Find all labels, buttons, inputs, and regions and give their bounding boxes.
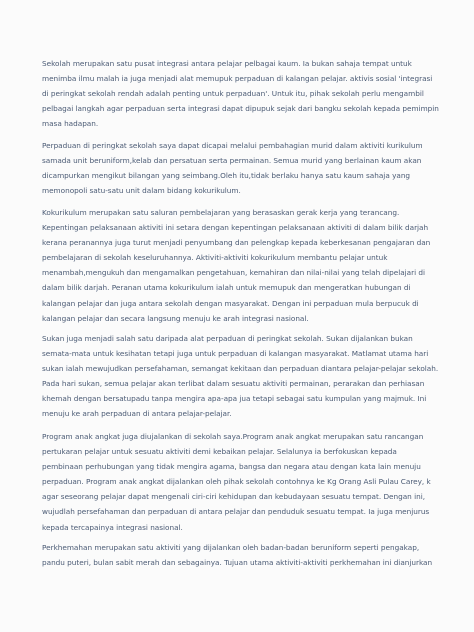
text-line: sukan ialah mewujudkan persefahaman, semangat kekitaan dan perpaduan diantara pelajar-pelajar sekolah. (42, 364, 439, 374)
text-line: di peringkat sekolah rendah adalah penting untuk perpaduan'. Untuk itu, pihak sekolah perlu mengambil (42, 89, 424, 99)
text-line: Sekolah merupakan satu pusat integrasi antara pelajar pelbagai kaum. Ia bukan sahaja tempat untuk (42, 59, 412, 68)
text-line: kalangan pelajar dan secara langsung menuju ke arah integrasi nasional. (42, 313, 309, 323)
text-line: pertukaran pelajar untuk sesuatu aktiviti demi kebaikan pelajar. Selalunya ia berfokuskan kepada (42, 447, 397, 457)
text-line: Program anak angkat juga diujalankan di sekolah saya.Program anak angkat merupakan satu rancangan (42, 432, 424, 441)
text-line: khemah dengan bersatupadu tanpa mengira apa-apa jua tetapi sebagai satu kumpulan yang majmuk. Ini (42, 394, 427, 404)
text-line: masa hadapan. (42, 119, 99, 129)
text-line: menambah,mengukuh dan mengamalkan pengetahuan, kemahiran dan nilai-nilai yang telah dipelajari di (42, 268, 426, 278)
text-line: pelbagai langkah agar perpaduan serta integrasi dapat dipupuk sejak dari bangku sekolah kepada pemimpin (42, 104, 439, 114)
text-line: menuju ke arah perpaduan di antara pelajar-pelajar. (42, 409, 232, 419)
text-line: semata-mata untuk kesihatan tetapi juga untuk perpaduan di kalangan masyarakat. Matlamat utama hari (42, 349, 429, 359)
text-line: Pada hari sukan, semua pelajar akan terlibat dalam sesuatu aktiviti permainan, perarakan dan perhiasan (42, 379, 425, 389)
paragraph-perkhemahan (42, 540, 442, 570)
text-line: wujudlah persefahaman dan perpaduan di antara pelajar dan penduduk sesuatu tempat. Ia juga menjurus (42, 507, 430, 517)
paragraph-anak-angkat (42, 429, 442, 535)
paragraph-kokurikulum (42, 205, 442, 326)
text-line: pembelajaran di sekolah keseluruhannya. Aktiviti-aktiviti kokurikulum membantu pelajar untuk (42, 253, 388, 263)
text-line: dalam bilik darjah. Peranan utama kokurikulum ialah untuk memupuk dan mengeratkan hubungan di (42, 283, 411, 293)
text-line: kerana peranannya juga turut menjadi penyumbang dan pelengkap kepada keberkesanan pengajaran dan (42, 238, 431, 248)
text-line: Perpaduan di peringkat sekolah saya dapat dicapai melalui pembahagian murid dalam aktiviti kurikulum (42, 141, 423, 150)
text-line: dicampurkan mengikut bilangan yang seimbang.Oleh itu,tidak berlaku hanya satu kaum sahaja yang (42, 171, 411, 181)
text-line: samada unit beruniform,kelab dan persatuan serta permainan. Semua murid yang berlainan kaum akan (42, 156, 422, 166)
text-line: Sukan juga menjadi salah satu daripada alat perpaduan di peringkat sekolah. Sukan dijalankan bukan (42, 334, 413, 343)
text-line: kepada tercapainya integrasi nasional. (42, 522, 183, 532)
paragraph-unit-assignment (42, 138, 442, 198)
text-line: Perkhemahan merupakan satu aktiviti yang dijalankan oleh badan-badan beruniform seperti pengakap, (42, 543, 420, 552)
paragraph-sukan (42, 331, 442, 422)
text-line: kalangan pelajar dan juga antara sekolah dengan masyarakat. Dengan ini perpaduan mula berpucuk di (42, 298, 419, 308)
text-line: memonopoli satu-satu unit dalam bidang kokurikulum. (42, 186, 241, 196)
text-line: menimba ilmu malah ia juga menjadi alat memupuk perpaduan di kalangan pelajar. aktivis sosial 'integrasi (42, 74, 433, 84)
text-line: agar seseorang pelajar dapat mengenali ciri-ciri kehidupan dan kebudayaan sesuatu tempat. Dengan ini, (42, 492, 426, 502)
text-line: Kepentingan pelaksanaan aktiviti ini setara dengan kepentingan pelaksanaan aktiviti di dalam bilik darjah (42, 223, 429, 233)
paragraph-intro (42, 56, 442, 131)
text-line: perpaduan. Program anak angkat dijalankan oleh pihak sekolah contohnya ke Kg Orang Asli Pulau Carey, k (42, 477, 431, 487)
text-line: Kokurikulum merupakan satu saluran pembelajaran yang berasaskan gerak kerja yang terancang. (42, 208, 400, 217)
text-line: pembinaan perhubungan yang tidak mengira agama, bangsa dan negara atau dengan kata lain menuju (42, 462, 421, 472)
text-line: pandu puteri, bulan sabit merah dan sebagainya. Tujuan utama aktiviti-aktiviti perkhemahan ini dianjurkan (42, 558, 433, 568)
